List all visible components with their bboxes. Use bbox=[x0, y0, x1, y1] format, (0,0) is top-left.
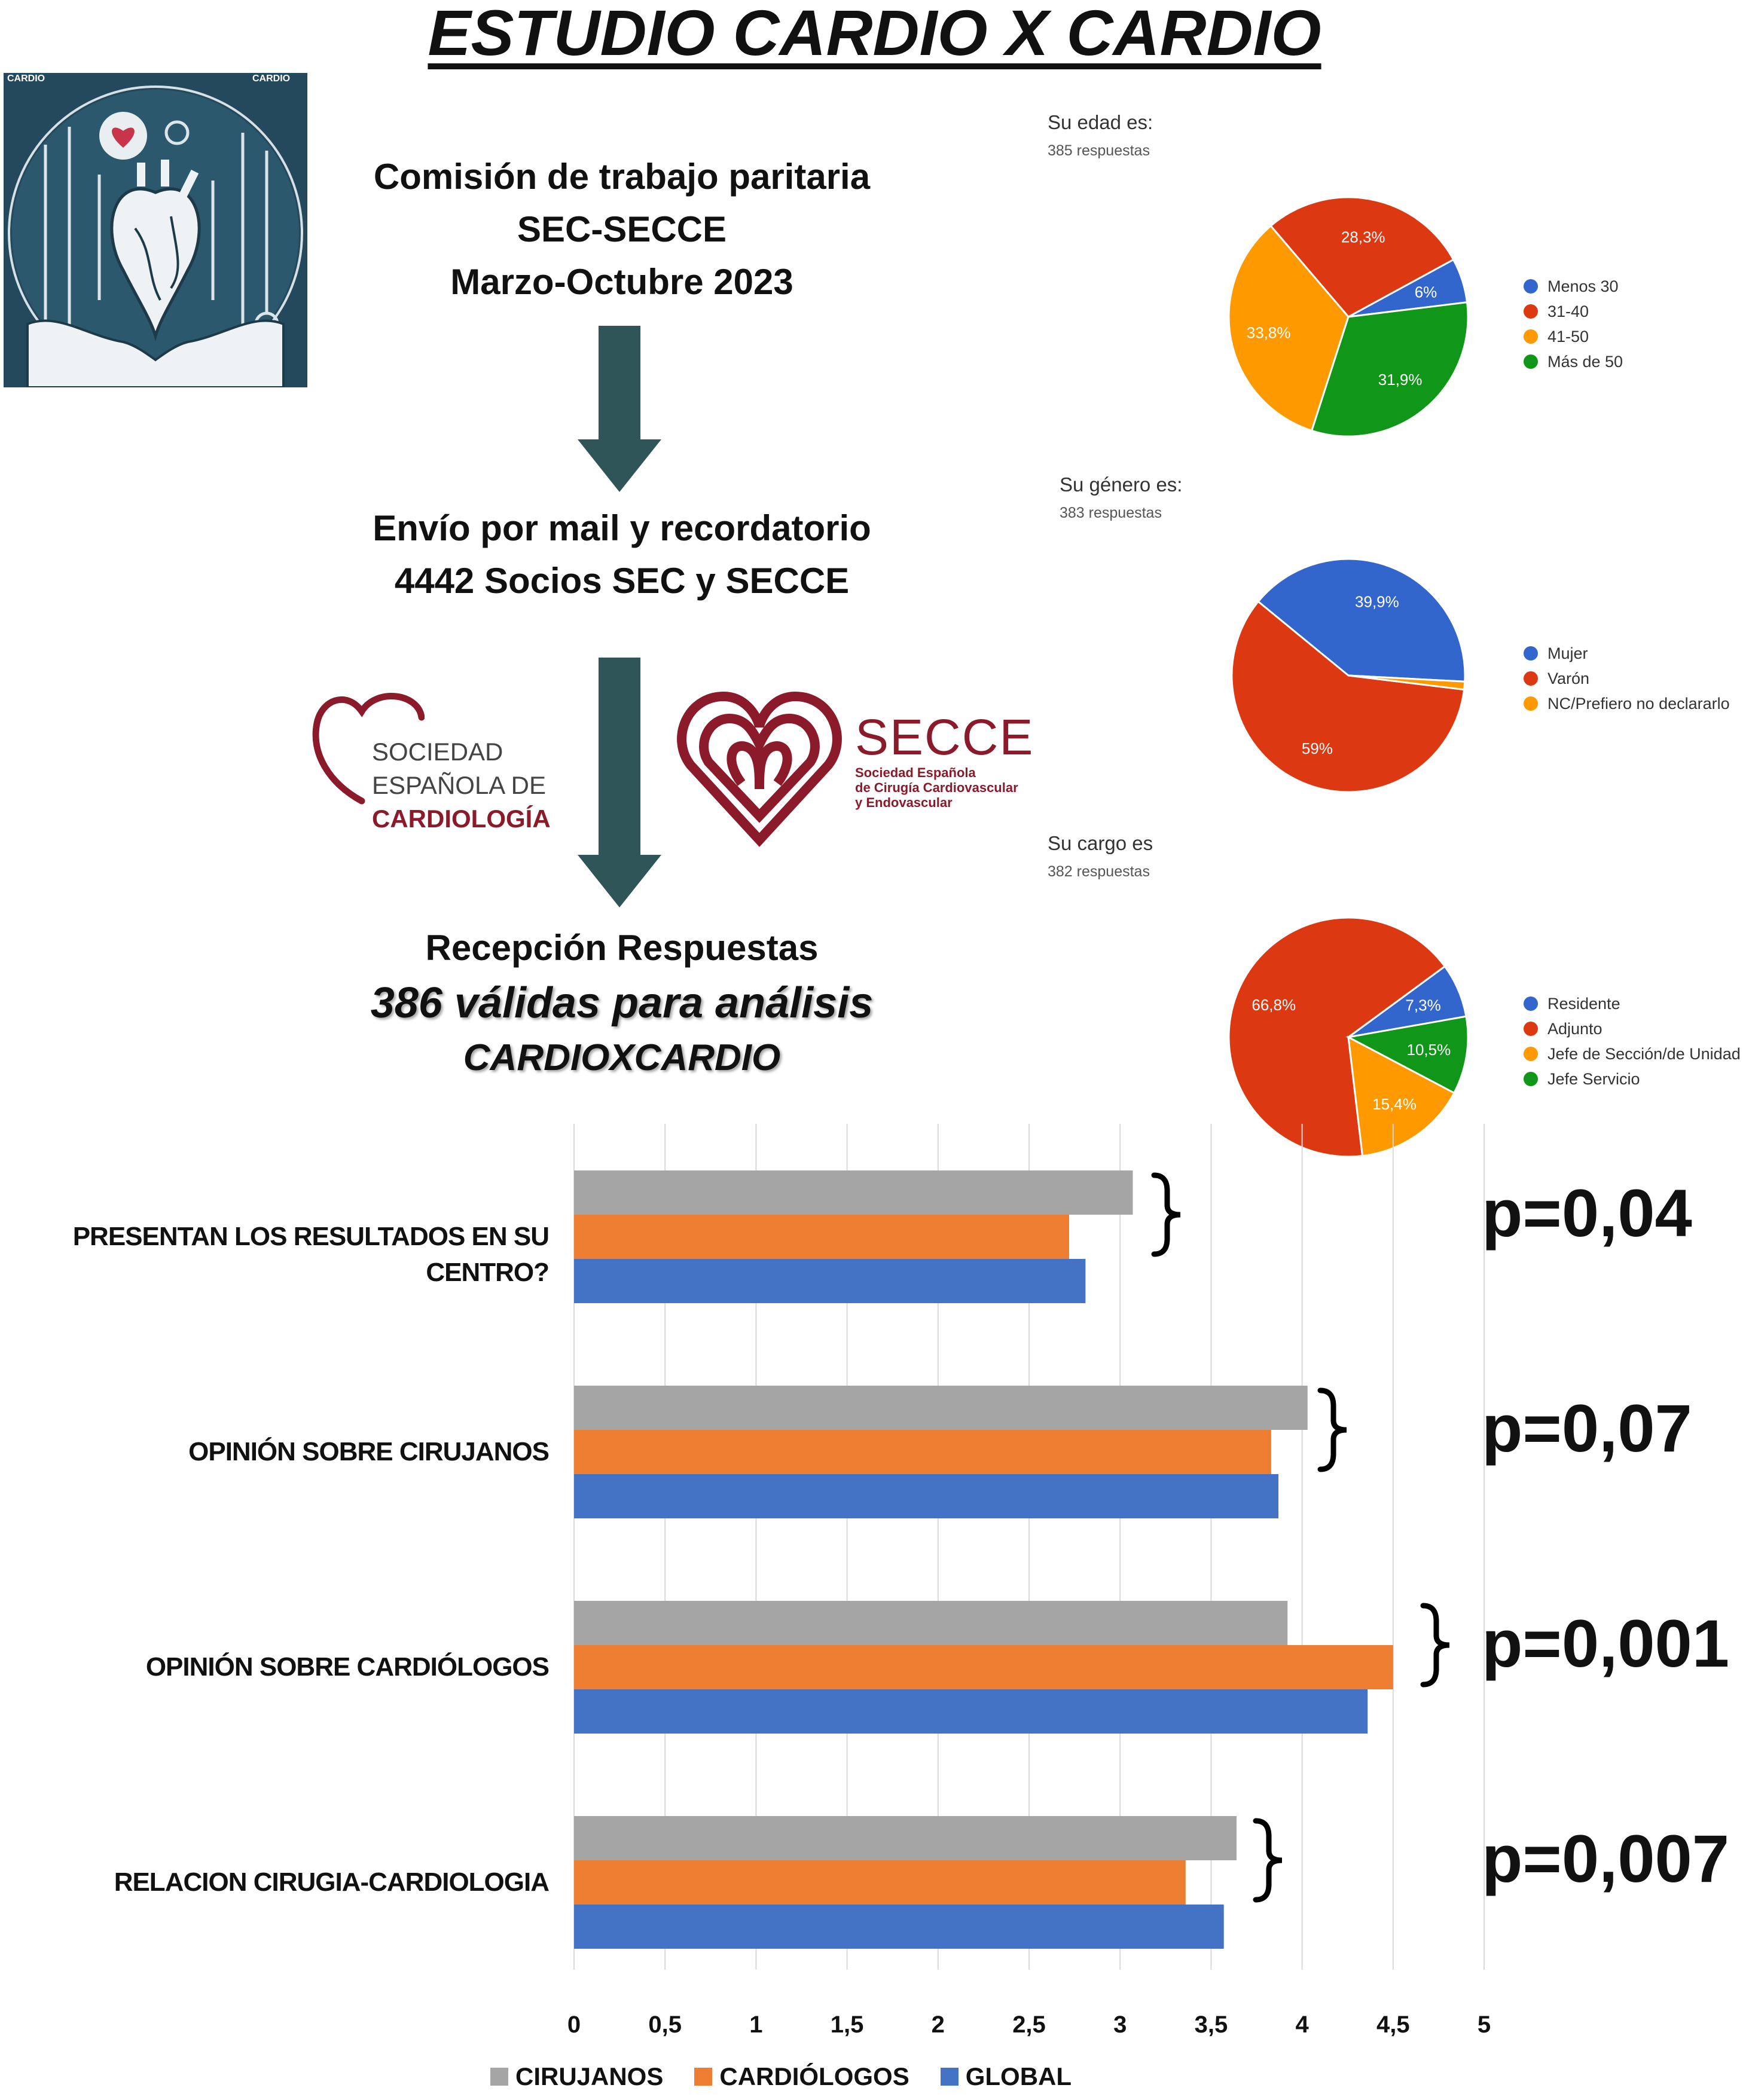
flow-step-1-line-2: SEC-SECCE bbox=[517, 209, 727, 249]
x-tick-label: 2,5 bbox=[1012, 2012, 1046, 2038]
legend-item bbox=[1524, 1041, 1741, 1066]
flow-step-1 bbox=[233, 151, 1011, 308]
bar bbox=[574, 1689, 1368, 1734]
legend-item bbox=[1524, 299, 1623, 324]
flow-step-1-line-1: Comisión de trabajo paritaria bbox=[373, 157, 871, 197]
secce-logo bbox=[676, 681, 1034, 849]
legend-label: NC/Prefiero no declararlo bbox=[1547, 694, 1730, 713]
p-value-label: p=0,04 bbox=[1482, 1176, 1692, 1251]
bar bbox=[574, 1601, 1287, 1645]
secce-logo-sub-1: Sociedad Española bbox=[855, 765, 976, 780]
legend-dot-icon bbox=[1524, 354, 1538, 369]
flow-step-3-big: 386 válidas para análisis bbox=[370, 979, 874, 1027]
legend-dot-icon bbox=[1524, 329, 1538, 344]
flow-step-2 bbox=[233, 502, 1011, 607]
sec-logo-line-3: CARDIOLOGÍA bbox=[372, 805, 551, 833]
flow-arrow-2 bbox=[578, 658, 661, 912]
x-tick-label: 5 bbox=[1477, 2012, 1491, 2038]
sec-logo bbox=[305, 687, 580, 837]
legend-item bbox=[1524, 991, 1741, 1016]
legend-item bbox=[941, 2062, 1072, 2091]
legend-dot-icon bbox=[1524, 671, 1538, 686]
legend-dot-icon bbox=[1524, 304, 1538, 319]
legend-dot-icon bbox=[1524, 279, 1538, 294]
x-tick-label: 4 bbox=[1295, 2012, 1309, 2038]
legend-label: Varón bbox=[1547, 669, 1590, 687]
bar bbox=[574, 1386, 1308, 1430]
bar bbox=[574, 1259, 1085, 1303]
legend-label: Menos 30 bbox=[1547, 277, 1619, 295]
legend-item bbox=[1524, 324, 1623, 349]
x-tick-label: 1,5 bbox=[830, 2012, 864, 2038]
pie-slice-label: 7,3% bbox=[1405, 996, 1441, 1014]
logo-left-text: CARDIO bbox=[7, 74, 45, 84]
pie-slice-label: 31,9% bbox=[1378, 370, 1423, 389]
x-tick-label: 0,5 bbox=[648, 2012, 682, 2038]
bar bbox=[574, 1816, 1237, 1860]
legend-dot-icon bbox=[1524, 1072, 1538, 1086]
legend-label: CARDIÓLOGOS bbox=[719, 2062, 909, 2090]
bar bbox=[574, 1474, 1278, 1518]
flow-arrow-1 bbox=[578, 326, 661, 496]
page-title: ESTUDIO CARDIO X CARDIO bbox=[428, 0, 1321, 69]
p-value-label: p=0,001 bbox=[1482, 1606, 1730, 1681]
p-value-label: p=0,007 bbox=[1482, 1821, 1730, 1896]
pie-1-legend bbox=[1524, 274, 1623, 374]
legend-swatch-icon bbox=[941, 2068, 959, 2086]
x-tick-label: 4,5 bbox=[1376, 2012, 1410, 2038]
pie-2-title: Su género es: bbox=[1060, 473, 1183, 496]
legend-item bbox=[694, 2062, 909, 2091]
logo-right-text: CARDIO bbox=[252, 74, 291, 84]
pie-slice-label: 10,5% bbox=[1406, 1041, 1451, 1059]
legend-dot-icon bbox=[1524, 646, 1538, 661]
x-tick-label: 2 bbox=[931, 2012, 945, 2038]
category-label: PRESENTAN LOS RESULTADOS EN SU CENTRO? bbox=[72, 1222, 549, 1287]
bar bbox=[574, 1430, 1271, 1474]
legend-label: Jefe Servicio bbox=[1547, 1069, 1640, 1088]
significance-brace-icon bbox=[1320, 1390, 1347, 1469]
pie-2-subtitle: 383 respuestas bbox=[1060, 505, 1162, 521]
pie-chart-age bbox=[1208, 197, 1495, 436]
bar bbox=[574, 1645, 1393, 1689]
pie-1-title: Su edad es: bbox=[1048, 111, 1153, 133]
secce-logo-sub-3: y Endovascular bbox=[855, 795, 953, 810]
flow-step-3-title: Recepción Respuestas bbox=[425, 928, 819, 968]
pie-slice-label: 59% bbox=[1301, 739, 1333, 757]
bar bbox=[574, 1215, 1069, 1259]
legend-dot-icon bbox=[1524, 696, 1538, 711]
flow-step-3 bbox=[233, 921, 1011, 1086]
legend-label: Más de 50 bbox=[1547, 352, 1623, 371]
significance-brace-icon bbox=[1154, 1175, 1180, 1254]
pie-slice-label: 66,8% bbox=[1252, 995, 1296, 1014]
legend-label: 41-50 bbox=[1547, 327, 1589, 346]
bar-chart-legend bbox=[490, 2062, 1103, 2091]
legend-swatch-icon bbox=[490, 2068, 508, 2086]
flow-step-1-line-3: Marzo-Octubre 2023 bbox=[450, 262, 793, 302]
pie-slice-label: 28,3% bbox=[1341, 228, 1385, 246]
bar bbox=[574, 1170, 1133, 1215]
x-tick-label: 1 bbox=[749, 2012, 763, 2038]
legend-item bbox=[1524, 1016, 1741, 1041]
significance-brace-icon bbox=[1256, 1821, 1282, 1900]
pie-slice-label: 15,4% bbox=[1372, 1095, 1417, 1114]
legend-label: 31-40 bbox=[1547, 302, 1589, 320]
secce-logo-sub-2: de Cirugía Cardiovascular bbox=[855, 780, 1018, 795]
legend-label: Adjunto bbox=[1547, 1019, 1603, 1038]
legend-item bbox=[1524, 1066, 1741, 1092]
pie-1-subtitle: 385 respuestas bbox=[1048, 142, 1150, 159]
legend-item bbox=[1524, 666, 1730, 691]
sec-logo-line-2: ESPAÑOLA DE bbox=[372, 771, 547, 799]
pie-3-title: Su cargo es bbox=[1048, 832, 1153, 854]
legend-dot-icon bbox=[1524, 1022, 1538, 1036]
legend-label: Mujer bbox=[1547, 644, 1588, 662]
legend-label: Residente bbox=[1547, 994, 1620, 1013]
legend-dot-icon bbox=[1524, 1047, 1538, 1061]
x-tick-label: 3 bbox=[1113, 2012, 1127, 2038]
pie-2-legend bbox=[1524, 641, 1730, 716]
legend-swatch-icon bbox=[694, 2068, 712, 2086]
pie-3-subtitle: 382 respuestas bbox=[1048, 863, 1150, 880]
pie-chart-position bbox=[1208, 918, 1495, 1157]
legend-item bbox=[1524, 641, 1730, 666]
pie-slice-label: 39,9% bbox=[1355, 592, 1399, 611]
bar bbox=[574, 1860, 1186, 1905]
flow-step-2-line-1: Envío por mail y recordatorio bbox=[373, 508, 871, 548]
pie-3-legend bbox=[1524, 991, 1741, 1092]
category-label: OPINIÓN SOBRE CIRUJANOS bbox=[188, 1437, 549, 1466]
flow-step-2-line-2: 4442 Socios SEC y SECCE bbox=[394, 561, 850, 601]
x-tick-label: 0 bbox=[567, 2012, 581, 2038]
legend-label: GLOBAL bbox=[965, 2062, 1072, 2090]
pie-chart-gender bbox=[1208, 556, 1495, 795]
p-value-label: p=0,07 bbox=[1482, 1391, 1692, 1466]
legend-label: Jefe de Sección/de Unidad bbox=[1547, 1044, 1741, 1063]
x-tick-label: 3,5 bbox=[1194, 2012, 1228, 2038]
bar bbox=[574, 1905, 1224, 1949]
legend-dot-icon bbox=[1524, 996, 1538, 1011]
secce-heart-icon bbox=[676, 681, 843, 849]
legend-item bbox=[1524, 691, 1730, 716]
significance-brace-icon bbox=[1423, 1606, 1449, 1685]
category-label: RELACION CIRUGIA-CARDIOLOGIA bbox=[114, 1867, 549, 1897]
legend-item bbox=[1524, 274, 1623, 299]
legend-item bbox=[1524, 349, 1623, 374]
sec-logo-line-1: SOCIEDAD bbox=[372, 738, 503, 766]
category-label: OPINIÓN SOBRE CARDIÓLOGOS bbox=[145, 1652, 549, 1682]
flow-step-3-name: CARDIOXCARDIO bbox=[463, 1037, 781, 1078]
pie-slice-label: 6% bbox=[1414, 283, 1437, 301]
pie-slice-label: 33,8% bbox=[1246, 323, 1291, 342]
legend-label: CIRUJANOS bbox=[515, 2062, 664, 2090]
secce-logo-name: SECCE bbox=[855, 709, 1034, 765]
legend-item bbox=[490, 2062, 663, 2091]
